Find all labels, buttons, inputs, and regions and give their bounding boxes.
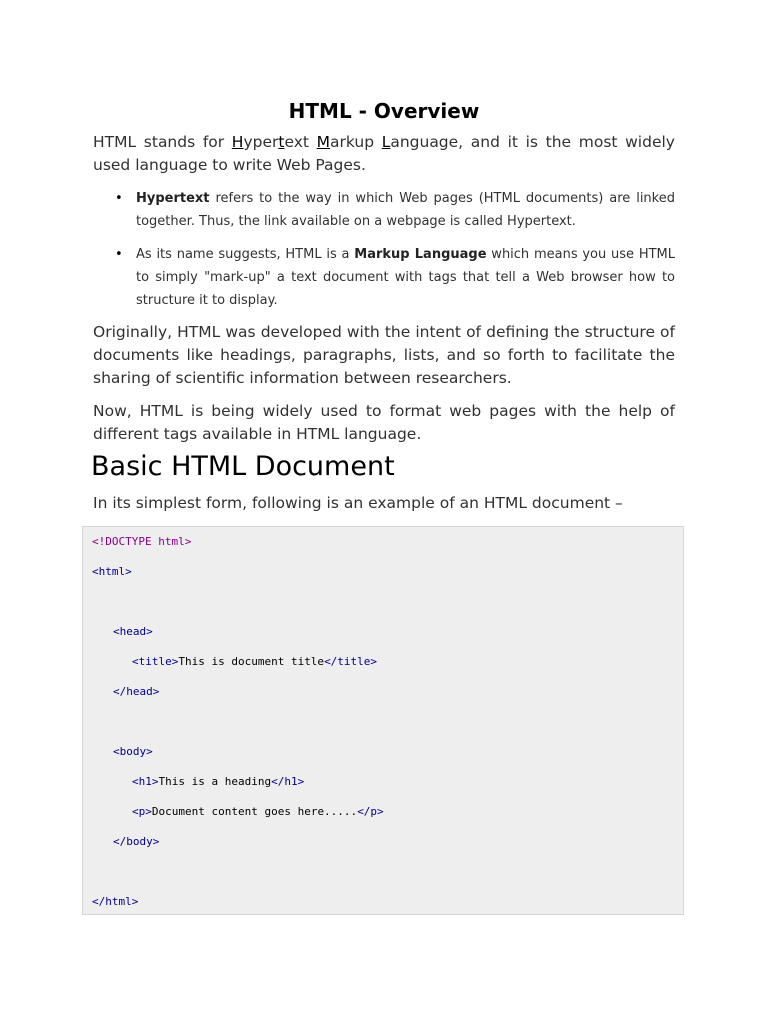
code-tag-h1-open: <h1> [132,775,159,788]
code-tag-p-open: <p> [132,805,152,818]
bullet-item-markup [115,243,675,312]
intro-letter-m: M [316,133,330,151]
code-line-body-close: </body> [113,835,160,848]
bullet-text: which means you use HTML to simply "mark-up" a text document with tags that tell a Web browser how to structure it to display. [136,247,675,308]
section-heading: Basic HTML Document [91,451,395,482]
code-line-head-open: <head> [113,625,153,638]
code-line-html-open: <html> [92,565,132,578]
code-line-title [132,655,377,669]
code-h1-text: This is a heading [158,775,272,788]
intro-letter-h: H [231,133,244,151]
intro-text-yper: yper [243,133,279,151]
intro-text-start: HTML stands for [93,133,232,151]
bullet-text-start: As its name suggests, HTML is a [136,247,355,262]
code-line-doctype: <!DOCTYPE html> [92,535,192,548]
paragraph-now: Now, HTML is being widely used to format web pages with the help of different tags available in HTML language. [93,402,675,443]
intro-text-ext: ext [284,133,317,151]
code-line-head-close: </head> [113,685,160,698]
bullet-list-markup [115,243,675,322]
code-block [82,526,684,915]
code-tag-title-open: <title> [132,655,179,668]
code-title-text: This is document title [178,655,325,668]
code-tag-title-close: </title> [324,655,378,668]
bullet-bold-term: Hypertext [136,191,210,206]
bullet-item-hypertext [115,187,675,233]
code-line-p [132,805,384,819]
code-line-html-close: </html> [92,895,139,908]
code-tag-p-close: </p> [357,805,384,818]
intro-letter-l: L [381,133,391,151]
page-title: HTML - Overview [288,99,480,123]
intro-letter-t: t [278,133,285,151]
code-line-body-open: <body> [113,745,153,758]
intro-paragraph [93,131,675,177]
intro-text-end: anguage, and it is the most widely used language to write Web Pages. [93,133,675,174]
example-intro: In its simplest form, following is an example of an HTML document – [93,494,623,512]
bullet-text: refers to the way in which Web pages (HTML documents) are linked together. Thus, the link available on a webpage is called Hypertext. [136,191,675,229]
bullet-bold-term: Markup Language [354,247,487,262]
code-p-text: Document content goes here..... [151,805,358,818]
code-line-h1 [132,775,304,789]
bullet-list-hypertext [115,187,675,243]
intro-text-arkup: arkup [330,133,382,151]
code-tag-h1-close: </h1> [271,775,305,788]
paragraph-originally: Originally, HTML was developed with the intent of defining the structure of documents like headings, paragraphs, lists, and so forth to facilitate the sharing of scientific information between researchers. [93,323,675,387]
